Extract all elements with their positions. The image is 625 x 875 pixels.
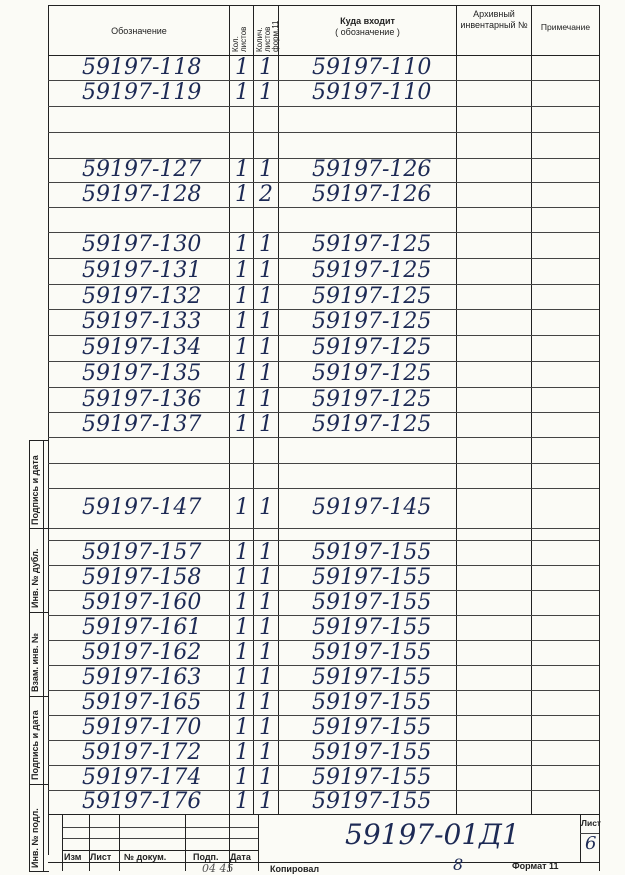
row-where-used: 59197-155: [312, 689, 432, 715]
row-designation: 59197-134: [82, 335, 202, 360]
row-sheets-f11: 2: [259, 181, 273, 207]
row-divider: [48, 528, 599, 529]
row-divider: [48, 106, 599, 107]
row-designation: 59197-157: [82, 539, 202, 565]
row-where-used: 59197-125: [312, 283, 432, 309]
stamp-sheet-number: 6: [585, 833, 597, 854]
col-line-qty2: [253, 5, 254, 814]
row-sheets: 1: [235, 739, 249, 765]
row-sheets: 1: [235, 181, 249, 207]
row-where-used: 59197-126: [312, 157, 432, 182]
row-sheets-f11: 1: [259, 689, 273, 715]
stamp-document-code: 59197-01Д1: [345, 818, 520, 851]
row-where-used: 59197-125: [312, 232, 432, 257]
row-designation: 59197-176: [82, 789, 202, 814]
row-where-used: 59197-125: [312, 386, 432, 412]
side-label-dup-inv: Инв. № дубл.: [30, 548, 40, 608]
row-sheets-f11: 1: [259, 639, 273, 665]
row-sheets-f11: 1: [259, 157, 273, 182]
side-label-sign-date-bottom: Подпись и дата: [30, 710, 40, 780]
row-sheets: 1: [235, 589, 249, 615]
row-sheets-f11: 1: [259, 614, 273, 640]
col-line-where: [278, 5, 279, 814]
row-where-used: 59197-155: [312, 789, 432, 814]
stamp-label-doc: № докум.: [124, 852, 167, 862]
row-sheets: 1: [235, 386, 249, 412]
row-divider: [48, 488, 599, 489]
row-where-used: 59197-155: [312, 739, 432, 765]
side-label-repl-inv: Взам. инв. №: [30, 632, 40, 692]
row-designation: 59197-158: [82, 564, 202, 590]
stamp-col-sign: [185, 814, 186, 871]
row-where-used: 59197-110: [312, 54, 432, 80]
row-where-used: 59197-110: [312, 80, 432, 105]
row-sheets-f11: 1: [259, 664, 273, 690]
row-sheets-f11: 1: [259, 54, 273, 80]
row-sheets: 1: [235, 714, 249, 740]
col-line-archive: [456, 5, 457, 814]
header-where-used-line1: Куда входит: [340, 16, 395, 26]
stamp-col-doc: [119, 814, 120, 871]
row-designation: 59197-136: [82, 386, 202, 412]
row-sheets: 1: [235, 361, 249, 386]
row-sheets-f11: 1: [259, 764, 273, 790]
col-line-note: [531, 5, 532, 814]
row-where-used: 59197-145: [312, 495, 432, 520]
row-sheets: 1: [235, 157, 249, 182]
row-divider: [48, 132, 599, 133]
row-where-used: 59197-155: [312, 714, 432, 740]
stamp-label-izm: Изм: [64, 852, 82, 862]
header-sheets-count-f11: Колич. листов форм.11: [255, 20, 280, 52]
side-strip-div4: [29, 784, 49, 785]
row-sheets: 1: [235, 764, 249, 790]
row-designation: 59197-161: [82, 614, 202, 640]
row-where-used: 59197-155: [312, 764, 432, 790]
header-where-used-line2: ( обозначение ): [335, 27, 400, 37]
row-sheets: 1: [235, 789, 249, 814]
row-divider: [48, 463, 599, 464]
side-strip-div3: [29, 696, 49, 697]
row-sheets-f11: 1: [259, 361, 273, 386]
row-sheets-f11: 1: [259, 564, 273, 590]
row-where-used: 59197-125: [312, 258, 432, 283]
row-designation: 59197-127: [82, 157, 202, 182]
header-where-used: [280, 16, 455, 38]
row-sheets: 1: [235, 335, 249, 360]
row-designation: 59197-130: [82, 232, 202, 257]
stamp-label-date: Дата: [230, 852, 251, 862]
row-designation: 59197-128: [82, 181, 202, 207]
row-sheets: 1: [235, 689, 249, 715]
row-where-used: 59197-155: [312, 639, 432, 665]
row-designation: 59197-119: [82, 80, 202, 105]
row-sheets-f11: 1: [259, 739, 273, 765]
side-strip-div2: [29, 612, 49, 613]
frame-right-line: [599, 5, 600, 871]
row-designation: 59197-172: [82, 739, 202, 765]
stamp-label-list: Лист: [90, 852, 112, 862]
row-sheets-f11: 1: [259, 258, 273, 283]
row-designation: 59197-133: [82, 309, 202, 334]
row-sheets: 1: [235, 639, 249, 665]
stamp-sheet-label: Лист: [581, 818, 602, 828]
stamp-format: Формат 11: [512, 861, 559, 871]
row-sheets: 1: [235, 258, 249, 283]
stamp-col-list: [89, 814, 90, 871]
row-sheets-f11: 1: [259, 386, 273, 412]
row-where-used: 59197-155: [312, 539, 432, 565]
row-where-used: 59197-125: [312, 335, 432, 360]
row-sheets: 1: [235, 80, 249, 105]
row-sheets-f11: 1: [259, 539, 273, 565]
row-where-used: 59197-155: [312, 664, 432, 690]
col-line-qty1: [229, 5, 230, 814]
row-sheets-f11: 1: [259, 789, 273, 814]
row-sheets: 1: [235, 614, 249, 640]
side-strip-div1: [29, 528, 49, 529]
row-designation: 59197-135: [82, 361, 202, 386]
row-where-used: 59197-155: [312, 614, 432, 640]
row-designation: 59197-147: [82, 495, 202, 520]
row-sheets-f11: 1: [259, 495, 273, 520]
row-designation: 59197-137: [82, 411, 202, 437]
row-designation: 59197-170: [82, 714, 202, 740]
row-designation: 59197-160: [82, 589, 202, 615]
row-sheets: 1: [235, 232, 249, 257]
row-sheets-f11: 1: [259, 335, 273, 360]
row-sheets-f11: 1: [259, 80, 273, 105]
header-note: Примечание: [540, 22, 591, 32]
side-label-orig-inv: Инв. № подл.: [30, 808, 40, 868]
row-designation: 59197-165: [82, 689, 202, 715]
stamp-handwritten-left: 04 45: [202, 862, 234, 875]
row-designation: 59197-118: [82, 54, 202, 80]
row-designation: 59197-162: [82, 639, 202, 665]
header-sheets-count: Кол. листов: [231, 26, 248, 52]
row-sheets: 1: [235, 539, 249, 565]
row-designation: 59197-132: [82, 283, 202, 309]
row-where-used: 59197-125: [312, 361, 432, 386]
row-divider: [48, 437, 599, 438]
stamp-handwritten-mid: 8: [453, 855, 464, 874]
stamp-copied: Копировал: [270, 864, 320, 874]
row-sheets: 1: [235, 283, 249, 309]
stamp-col-izm: [62, 814, 63, 871]
row-sheets: 1: [235, 664, 249, 690]
row-where-used: 59197-155: [312, 589, 432, 615]
header-archive-number: Архивный инвентарный №: [460, 9, 528, 30]
row-sheets-f11: 1: [259, 309, 273, 334]
row-sheets: 1: [235, 309, 249, 334]
row-designation: 59197-174: [82, 764, 202, 790]
row-divider: [48, 207, 599, 208]
row-sheets-f11: 1: [259, 714, 273, 740]
header-designation: Обозначение: [111, 26, 167, 36]
row-where-used: 59197-155: [312, 564, 432, 590]
row-sheets-f11: 1: [259, 232, 273, 257]
row-designation: 59197-131: [82, 258, 202, 283]
stamp-label-sign: Подп.: [193, 852, 219, 862]
row-sheets: 1: [235, 564, 249, 590]
frame-top-line: [48, 5, 599, 6]
row-designation: 59197-163: [82, 664, 202, 690]
row-sheets: 1: [235, 54, 249, 80]
row-where-used: 59197-125: [312, 309, 432, 334]
side-strip-inner-line: [43, 440, 44, 871]
stamp-col-end: [258, 814, 259, 871]
side-label-sign-date-top: Подпись и дата: [30, 455, 40, 525]
row-sheets-f11: 1: [259, 283, 273, 309]
row-where-used: 59197-125: [312, 411, 432, 437]
side-strip-bottom: [29, 871, 49, 872]
row-sheets-f11: 1: [259, 589, 273, 615]
row-sheets: 1: [235, 411, 249, 437]
row-sheets: 1: [235, 495, 249, 520]
side-strip-top: [29, 440, 49, 441]
stamp-top-line: [48, 814, 599, 815]
row-where-used: 59197-126: [312, 181, 432, 207]
row-sheets-f11: 1: [259, 411, 273, 437]
